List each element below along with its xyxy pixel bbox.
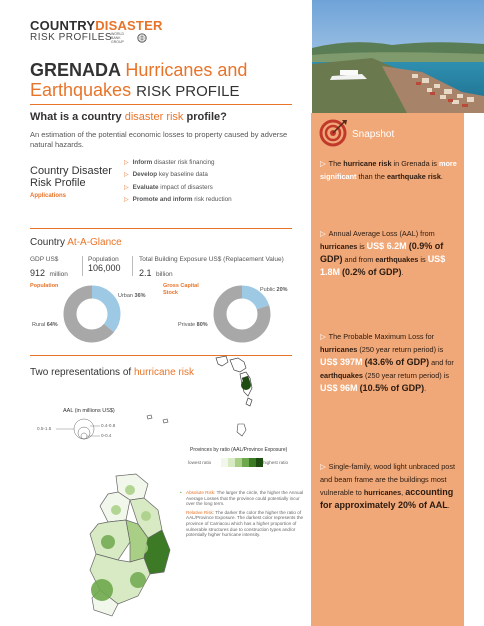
exposure-value: 2.1 [139,268,152,278]
snap-text: (0.9% of GDP) [320,241,444,264]
snap-text: (250 year return period) is [363,371,449,380]
question-prefix: What is a country [30,111,122,123]
list-item [124,194,232,207]
rural-value: 64% [46,322,58,328]
representations-title-prefix: Two representations of [30,367,132,378]
triangle-bullet-icon: ▷ [124,184,129,191]
question-suffix: profile? [186,111,227,123]
snap-text: hurricane risk [343,159,392,168]
glance-title-prefix: Country [30,237,66,248]
relative-risk-title: Relative Risk: [186,509,215,515]
question-highlight: disaster risk [124,111,184,123]
title-line-1 [30,60,247,81]
stat-divider [132,256,133,276]
snap-text: . [447,501,450,510]
triangle-bullet-icon: ▷ [320,462,326,471]
triangle-bullet-icon: ▷ [320,332,326,341]
snap-text: Single-family, wood light unbraced post and beam frame are the buildings most vulnerable to [320,462,456,497]
snap-text: US$ 96M [320,383,358,393]
snap-text: is [357,242,367,251]
ratio-swatch [235,458,242,467]
islet-marks [145,410,175,430]
list-item [124,156,232,169]
question-title [30,111,227,123]
app-bold: Evaluate [132,183,159,191]
app-text: disaster risk financing [152,158,215,166]
exposure-unit: billion [155,271,173,278]
ratio-swatch [221,458,228,467]
world-bank-label: WORLD BANK GROUP [111,32,125,44]
urban-label [118,293,146,299]
snapshot-point-4 [320,460,457,512]
aal-range-medium: 0.4-0.8 [101,423,116,428]
snap-text: than the [356,172,387,181]
logo-disaster: DISASTER [95,18,163,33]
glance-title-highlight: At-A-Glance [67,237,122,248]
grenada-province-map [78,470,178,620]
ratio-color-scale [221,458,263,467]
population-stat [88,256,121,273]
population-label: Population [88,256,119,263]
snap-text: hurricanes [320,242,358,251]
population-donut-chart [61,283,123,345]
representations-title-highlight: hurricane risk [133,367,194,378]
private-label [178,322,208,328]
gdp-value: 912 [30,268,46,278]
exposure-stat [139,256,284,281]
relative-risk-note [180,510,306,538]
capital-chart-title [163,283,199,297]
aal-range-large: 0.5-1.5 [37,426,52,431]
capital-title-line-1: Gross Capital [163,283,199,289]
logo-subtitle: RISK PROFILES [30,32,113,43]
triangle-bullet-icon: ▷ [320,229,326,238]
ratio-high-label: highest ratio [263,460,289,465]
profile-title-line-1: Country Disaster [30,165,112,177]
snap-text: hurricanes [363,488,402,497]
islet-marks [232,420,252,442]
header-divider [30,104,292,105]
snap-text: . [424,384,427,393]
snap-text: accounting for approximately 20% of AAL [320,487,454,510]
triangle-bullet-icon: ▷ [124,197,129,204]
app-bold: Develop [132,171,158,179]
target-risk-icon [318,118,350,148]
app-text: risk reduction [192,196,232,204]
logo-title [30,18,163,33]
ratio-low-label: lowest ratio [188,460,212,465]
snap-text: (43.6% of GDP) [364,357,430,367]
app-bold: Promote and inform [132,196,193,204]
profile-title [30,165,112,189]
urban-value: 36% [134,293,146,299]
snap-text: US$ 6.2M [366,241,407,251]
ratio-legend-title: Provinces by ratio (AAL/Province Exposure) [190,447,288,453]
snap-text: more significant [320,159,457,181]
snap-text: The Probable Maximum Loss for [328,332,435,341]
public-label [260,287,288,293]
snap-text: in Grenada is [391,159,439,168]
gdp-stat [30,256,68,281]
list-item [124,181,232,194]
snap-text: US$ 397M [320,357,363,367]
snap-text: and for [429,358,454,367]
absolute-risk-text: The larger the circle, the higher the Annual Average Losses that the province could potentially incur over the long term. [186,490,304,507]
triangle-bullet-icon: ▷ [124,159,129,166]
ratio-swatch [249,458,256,467]
triangle-bullet-icon: ▷ [320,159,326,168]
representations-title [30,367,194,378]
exposure-label: Total Building Exposure US$ (Replacement Value) [139,256,284,263]
rural-label-text: Rural [32,322,46,328]
absolute-risk-title: Absolute Risk: [186,490,216,495]
aal-legend-title: AAL (in millions US$) [63,408,115,414]
applications-label: Applications [30,193,67,199]
title-line-2 [30,80,239,101]
stat-divider [82,256,83,276]
title-suffix: RISK PROFILE [136,83,240,100]
triangle-bullet-icon: ▷ [124,172,129,179]
question-description: An estimation of the potential economic losses to property caused by adverse natural hazards. [30,130,288,149]
carriacou-map [212,352,268,412]
applications-list [124,156,232,206]
snap-text: US$ 1.8M [320,254,446,277]
profile-title-line-2: Risk Profile [30,177,86,189]
title-hazard-2: Earthquakes [30,80,132,100]
app-bold: Inform [132,158,153,166]
snap-text: (10.5% of GDP) [359,383,425,393]
title-hazard-1: Hurricanes and [125,60,248,80]
public-label-text: Public [260,287,275,293]
logo-country: COUNTRY [30,18,96,33]
aal-range-small: 0-0.4 [101,433,112,438]
section-divider [30,228,292,229]
snap-text: earthquake risk [386,172,441,181]
app-text: impact of disasters [158,183,213,191]
snap-text: The [328,159,344,168]
snap-text: and from [342,255,376,264]
snap-text: earthquakes [320,371,363,380]
snap-text: . [401,268,404,277]
snap-text: (250 year return period) is [357,345,444,354]
relative-risk-text: The darker the color the higher the ratio of AAL/Province Exposure. The darkest color represents the province of Carriacou which has a higher proportion of vulnerable structures due to construction types and/or potentially higher hurricane intensity. [186,509,304,538]
snapshot-point-2 [320,227,457,279]
risk-explanation [180,490,306,538]
ratio-swatch [228,458,235,467]
public-value: 20% [276,287,288,293]
snap-text: . [440,172,443,181]
app-text: key baseline data [157,171,208,179]
snap-text: , [401,488,406,497]
rural-label [32,322,58,328]
population-chart-title: Population [30,283,59,289]
ratio-swatch [256,458,263,467]
list-item [124,169,232,182]
grenada-harbor-photo [312,0,484,113]
private-value: 80% [196,322,208,328]
ratio-swatch [242,458,249,467]
snapshot-point-3 [320,330,457,395]
title-country: GRENADA [30,60,121,80]
snapshot-title: Snapshot [352,129,395,140]
snap-text: (0.2% of GDP) [342,267,402,277]
private-label-text: Private [178,322,196,328]
snap-text: hurricanes [320,345,358,354]
absolute-risk-note [180,490,306,507]
bullet-icon: • [180,490,182,495]
snap-text: is [418,255,428,264]
snapshot-point-1 [320,157,457,183]
population-value: 106,000 [88,263,121,273]
urban-label-text: Urban [118,293,133,299]
glance-title [30,237,122,248]
capital-title-line-2: Stock [163,290,178,296]
world-bank-globe-icon [137,33,147,43]
gdp-label: GDP US$ [30,256,59,263]
snap-text: earthquakes [375,255,419,264]
snap-text: Annual Average Loss (AAL) from [328,229,435,238]
gdp-unit: million [49,271,68,278]
